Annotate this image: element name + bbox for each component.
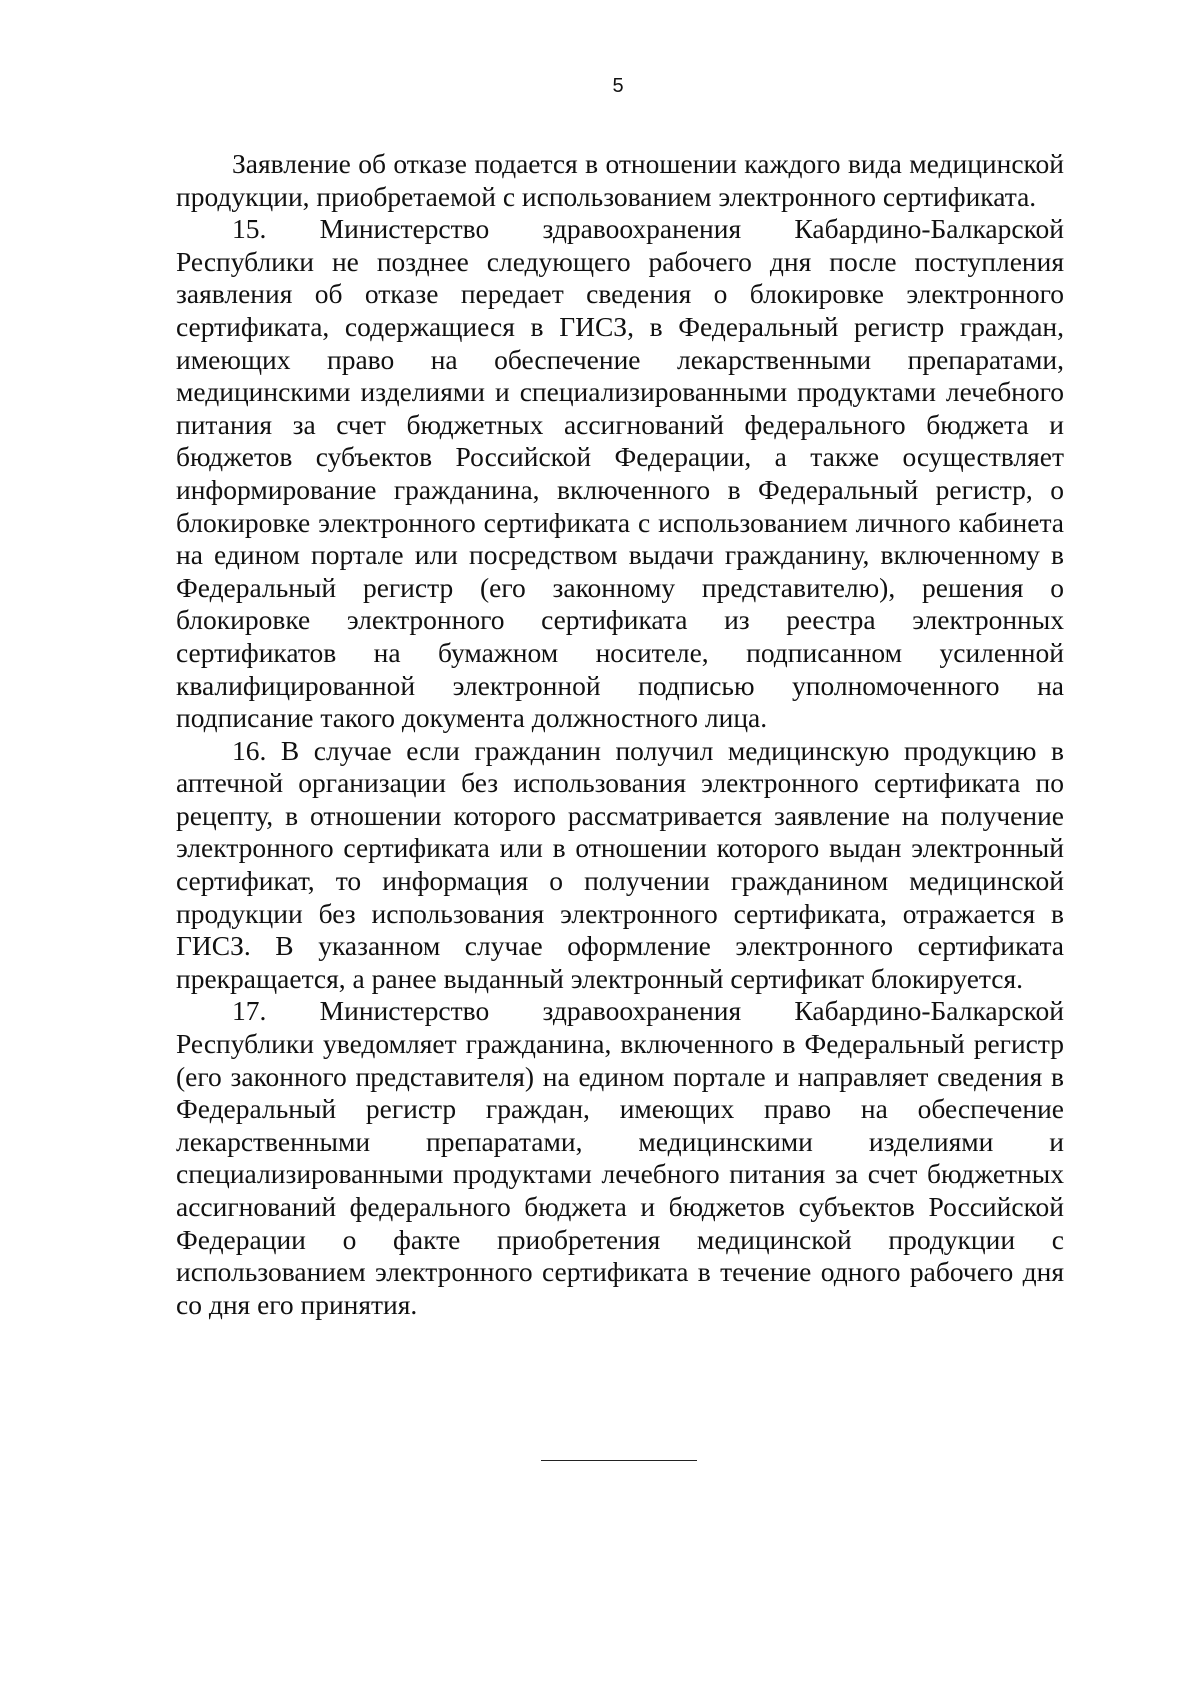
paragraph-15-blocking-notice: 15. Министерство здравоохранения Кабардино-Балкарской Республики не позднее следующего рабочего дня после поступления заявления об отказе передает сведения о блокировке электронного сертификата, содержащиеся в ГИСЗ, в Федеральный регистр граждан, имеющих право на обеспечение лекарственными препаратами, медицинскими изделиями и специализированными продуктами лечебного питания за счет бюджетных ассигнований федерального бюджета и бюджетов субъектов Российской Федерации, а также осуществляет информирование гражданина, включенного в Федеральный регистр, о блокировке электронного сертификата с использованием личного кабинета на едином портале или посредством выдачи гражданину, включенному в Федеральный регистр (его законному представителю), решения о блокировке электронного сертификата из реестра электронных сертификатов на бумажном носителе, подписанном усиленной квалифицированной электронной подписью уполномоченного на подписание такого документа должностного лица. [176,213,1064,734]
page-number: 5 [612,75,624,97]
document-body [176,148,1064,1321]
paragraph-refusal-application: Заявление об отказе подается в отношении каждого вида медицинской продукции, приобретаемой с использованием электронного сертификата. [176,148,1064,212]
end-of-document-rule [541,1460,697,1461]
paragraph-16-purchase-without-certificate: 16. В случае если гражданин получил медицинскую продукцию в аптечной организации без использования электронного сертификата по рецепту, в отношении которого рассматривается заявление на получение электронного сертификата или в отношении которого выдан электронный сертификат, то информация о получении гражданином медицинской продукции без использования электронного сертификата, отражается в ГИСЗ. В указанном случае оформление электронного сертификата прекращается, а ранее выданный электронный сертификат блокируется. [176,734,1064,994]
paragraph-17-notification: 17. Министерство здравоохранения Кабардино-Балкарской Республики уведомляет гражданина, включенного в Федеральный регистр (его законного представителя) на едином портале и направляет сведения в Федеральный регистр граждан, имеющих право на обеспечение лекарственными препаратами, медицинскими изделиями и специализированными продуктами лечебного питания за счет бюджетных ассигнований федерального бюджета и бюджетов субъектов Российской Федерации о факте приобретения медицинской продукции с использованием электронного сертификата в течение одного рабочего дня со дня его принятия. [176,995,1064,1320]
